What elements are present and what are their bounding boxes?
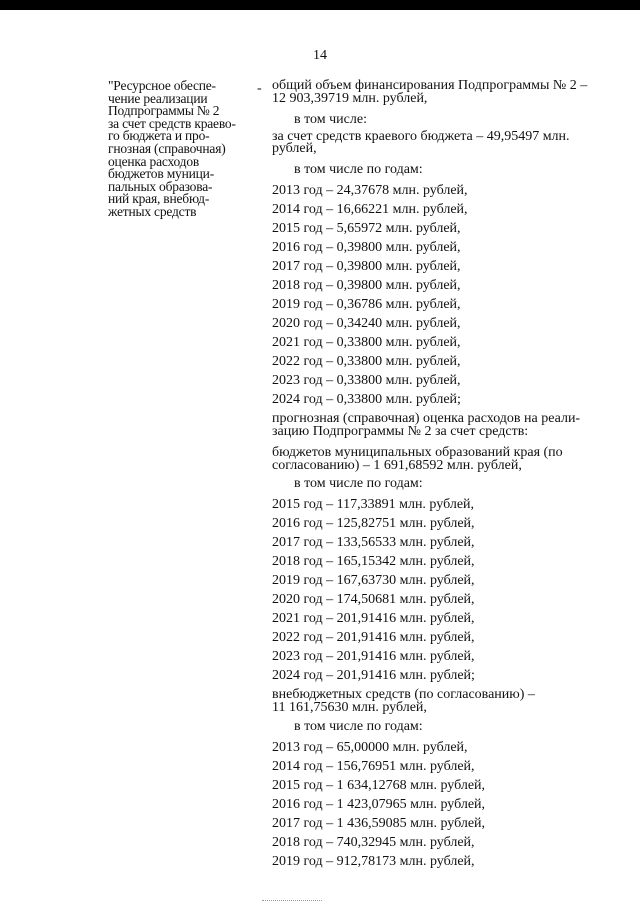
regional-by-years-label: в том числе по годам: — [294, 162, 423, 178]
extrabudget-years-list — [272, 738, 612, 871]
year-row: 2016 год – 0,39800 млн. рублей, — [272, 240, 461, 256]
section-label-line: Подпрограммы № 2 — [108, 103, 220, 119]
year-row: 2022 год – 0,33800 млн. рублей, — [272, 354, 461, 370]
section-label-line: бюджетов муници- — [108, 166, 214, 182]
year-row: 2013 год – 24,37678 млн. рублей, — [272, 183, 468, 199]
year-row: 2021 год – 201,91416 млн. рублей, — [272, 611, 475, 627]
section-label-line: оценка расходов — [108, 153, 200, 169]
year-row: 2018 год – 740,32945 млн. рублей, — [272, 834, 475, 850]
year-row: 2021 год – 0,33800 млн. рублей, — [272, 335, 461, 351]
regional-years-list — [272, 181, 612, 409]
year-row: 2016 год – 125,82751 млн. рублей, — [272, 516, 475, 532]
section-label — [108, 80, 250, 219]
year-row: 2014 год – 16,66221 млн. рублей, — [272, 202, 468, 218]
regional-budget-line: за счет средств краевого бюджета – 49,95497 млн. — [272, 128, 570, 144]
extrabudget-by-years-label: в том числе по годам: — [294, 718, 423, 734]
section-label-line: за счет средств краево- — [108, 115, 236, 131]
section-label-line: жетных средств — [108, 203, 197, 219]
section-label-line: ний края, внебюд- — [108, 191, 210, 207]
year-row: 2022 год – 201,91416 млн. рублей, — [272, 630, 475, 646]
year-row: 2017 год – 133,56533 млн. рублей, — [272, 535, 475, 551]
section-label-line: го бюджета и про- — [108, 128, 210, 144]
scan-top-edge — [0, 0, 640, 10]
municipal-budgets-line: бюджетов муниципальных образований края (по — [272, 444, 563, 460]
year-row: 2019 год – 167,63730 млн. рублей, — [272, 573, 475, 589]
section-label-line: гнозная (справочная) — [108, 140, 226, 156]
year-row: 2019 год – 0,36786 млн. рублей, — [272, 297, 461, 313]
forecast-estimate-line: зацию Подпрограммы № 2 за счет средств: — [272, 423, 529, 439]
in-that-number-label: в том числе: — [294, 111, 367, 127]
year-row: 2020 год – 0,34240 млн. рублей, — [272, 316, 461, 332]
section-label-line: "Ресурсное обеспе- — [108, 78, 216, 93]
year-row: 2016 год – 1 423,07965 млн. рублей, — [272, 796, 486, 812]
total-financing-line: общий объем финансирования Подпрограммы № 2 – — [272, 78, 588, 93]
year-row: 2015 год – 117,33891 млн. рублей, — [272, 497, 475, 513]
year-row: 2023 год – 201,91416 млн. рублей, — [272, 649, 475, 665]
section-label-line: чение реализации — [108, 90, 208, 106]
total-financing — [272, 80, 612, 106]
year-row: 2024 год – 201,91416 млн. рублей; — [272, 668, 475, 684]
year-row: 2020 год – 174,50681 млн. рублей, — [272, 592, 475, 608]
extrabudgetary-funds-line: внебюджетных средств (по согласованию) – — [272, 687, 535, 703]
forecast-estimate — [272, 413, 612, 439]
municipal-budgets-line: согласованию) – 1 691,68592 млн. рублей, — [272, 457, 522, 473]
list-dash: - — [257, 81, 262, 96]
municipal-by-years-label: в том числе по годам: — [294, 476, 423, 492]
year-row: 2015 год – 1 634,12768 млн. рублей, — [272, 777, 486, 793]
year-row: 2023 год – 0,33800 млн. рублей, — [272, 373, 461, 389]
year-row: 2014 год – 156,76951 млн. рублей, — [272, 758, 475, 774]
scan-bottom-mark — [262, 900, 322, 902]
year-row: 2017 год – 1 436,59085 млн. рублей, — [272, 815, 486, 831]
year-row: 2018 год – 0,39800 млн. рублей, — [272, 278, 461, 294]
page-number: 14 — [313, 48, 327, 63]
regional-budget — [272, 128, 612, 157]
year-row: 2015 год – 5,65972 млн. рублей, — [272, 221, 461, 237]
total-financing-line: 12 903,39719 млн. рублей, — [272, 90, 428, 106]
financing-details — [272, 80, 612, 871]
regional-budget-line: рублей, — [272, 141, 317, 157]
year-row: 2013 год – 65,00000 млн. рублей, — [272, 739, 468, 755]
extrabudgetary-funds — [272, 689, 612, 715]
year-row: 2017 год – 0,39800 млн. рублей, — [272, 259, 461, 275]
municipal-years-list — [272, 495, 612, 685]
year-row: 2024 год – 0,33800 млн. рублей; — [272, 392, 461, 408]
municipal-budgets — [272, 444, 612, 473]
section-label-line: пальных образова- — [108, 178, 213, 194]
forecast-estimate-line: прогнозная (справочная) оценка расходов на реали- — [272, 411, 581, 427]
year-row: 2019 год – 912,78173 млн. рублей, — [272, 853, 475, 869]
extrabudgetary-funds-line: 11 161,75630 млн. рублей, — [272, 700, 427, 716]
year-row: 2018 год – 165,15342 млн. рублей, — [272, 554, 475, 570]
